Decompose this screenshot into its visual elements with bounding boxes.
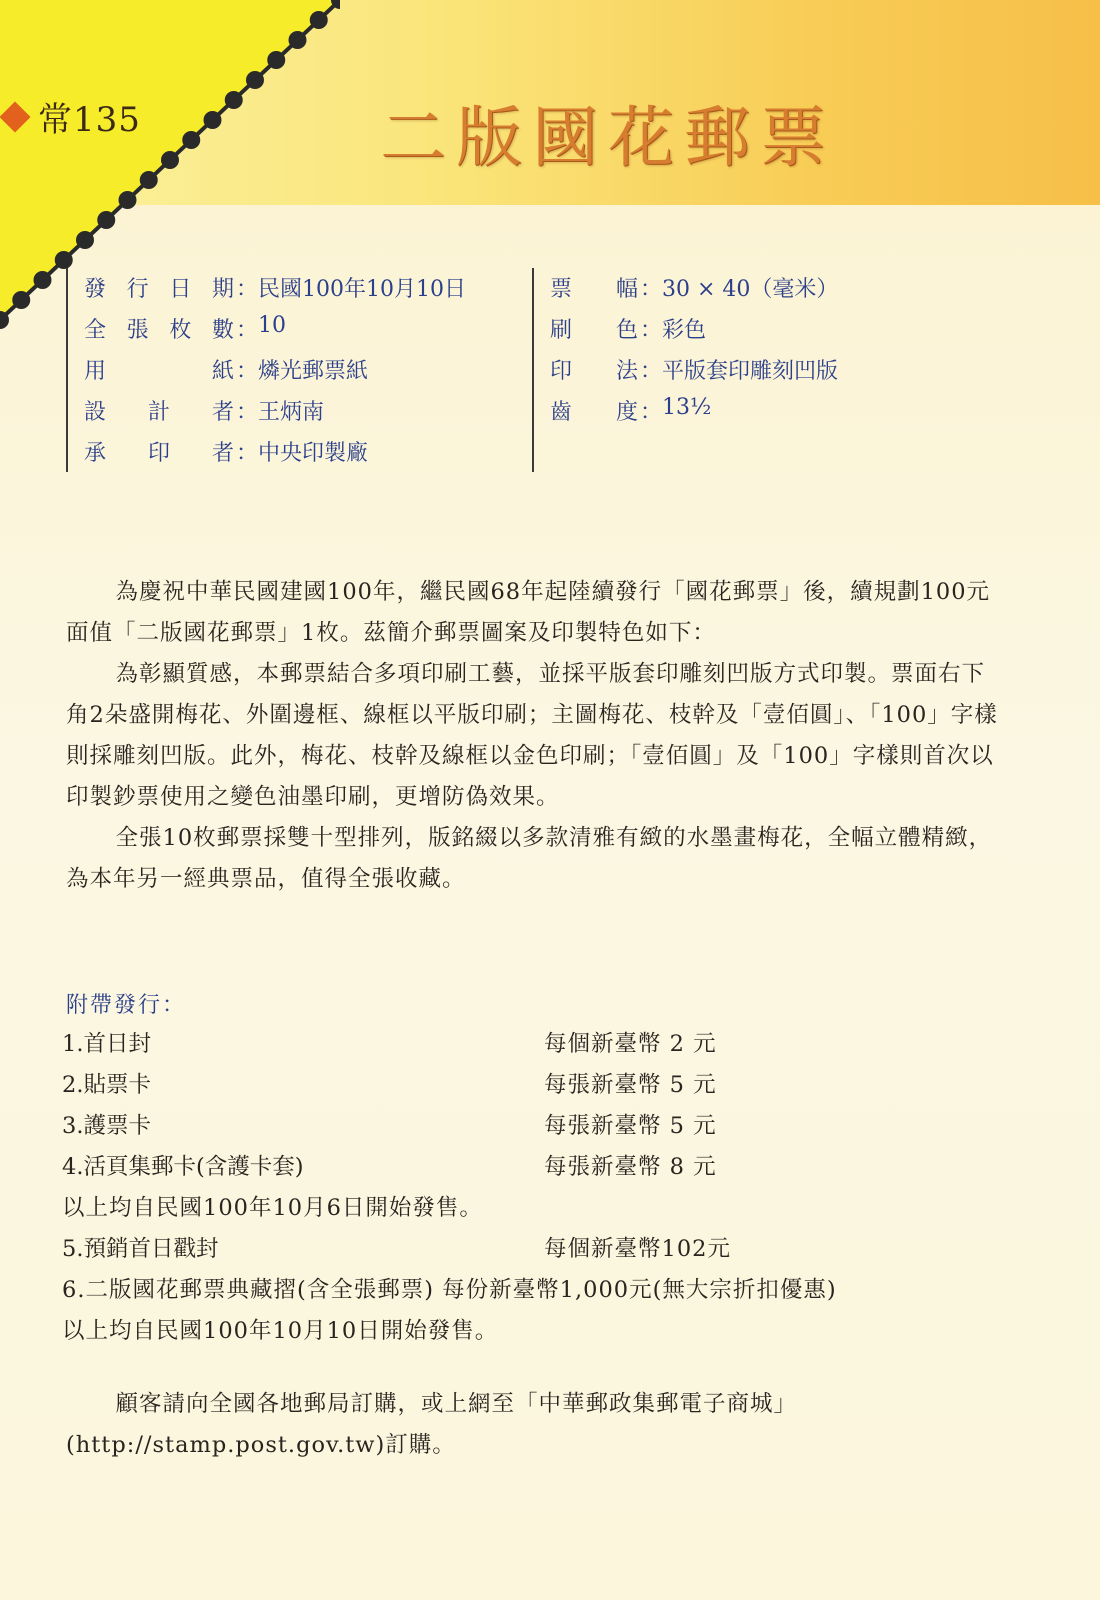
spec-label: 刷 色 bbox=[550, 318, 638, 343]
spec-label: 印 法 bbox=[550, 359, 638, 384]
introduction-text bbox=[66, 572, 1001, 900]
list-item bbox=[62, 1231, 1022, 1272]
sale-date-note bbox=[62, 1190, 1022, 1231]
spec-colon: ： bbox=[640, 359, 663, 384]
spec-value: 13½ bbox=[662, 395, 712, 420]
spec-colon: ： bbox=[236, 277, 259, 302]
item-name: 1.首日封 bbox=[62, 1031, 151, 1057]
spec-label: 設 計 者 bbox=[84, 400, 234, 425]
item-price: 每張新臺幣 5 元 bbox=[544, 1113, 717, 1139]
note-text: 以上均自民國100年10月10日開始發售。 bbox=[62, 1318, 499, 1344]
item-price: 每個新臺幣102元 bbox=[544, 1236, 731, 1262]
spec-value: 30 × 40（毫米） bbox=[662, 277, 839, 302]
spec-value: 王炳南 bbox=[258, 400, 325, 425]
spec-label: 承 印 者 bbox=[84, 441, 234, 466]
diamond-bullet-icon bbox=[0, 101, 31, 132]
list-item bbox=[62, 1272, 1022, 1313]
list-item bbox=[62, 1149, 1022, 1190]
extras-heading: 附帶發行： bbox=[66, 993, 187, 1018]
spec-column-left bbox=[66, 268, 538, 472]
spec-colon: ： bbox=[236, 359, 259, 384]
catalog-code: 常135 bbox=[38, 100, 141, 140]
extras-list bbox=[62, 1026, 1022, 1354]
spec-value: 民國100年10月10日 bbox=[258, 277, 466, 302]
spec-row-method bbox=[534, 350, 1004, 391]
spec-label: 全 張 枚 數 bbox=[84, 318, 234, 343]
spec-value: 彩色 bbox=[662, 318, 707, 343]
item-name: 5.預銷首日戳封 bbox=[62, 1236, 219, 1262]
page-title: 二版國花郵票 bbox=[380, 99, 836, 176]
ordering-info bbox=[66, 1384, 1001, 1466]
list-item bbox=[62, 1067, 1022, 1108]
list-item bbox=[62, 1026, 1022, 1067]
intro-paragraph: 為彰顯質感，本郵票結合多項印刷工藝，並採平版套印雕刻凹版方式印製。票面右下角2朵盛開梅花、外圍邊框、線框以平版印刷；主圖梅花、枝幹及「壹佰圓」、「100」字樣則採雕刻凹版。此外，梅花、枝幹及線框以金色印刷；「壹佰圓」及「100」字樣則首次以印製鈔票使用之變色油墨印刷，更增防偽效果。 bbox=[66, 661, 998, 810]
spec-value: 中央印製廠 bbox=[258, 441, 369, 466]
spec-value: 平版套印雕刻凹版 bbox=[662, 359, 839, 384]
spec-colon: ： bbox=[236, 441, 259, 466]
spec-value: 燐光郵票紙 bbox=[258, 359, 369, 384]
spec-row-paper bbox=[68, 350, 538, 391]
item-price: 每張新臺幣 5 元 bbox=[544, 1072, 717, 1098]
note-text: 以上均自民國100年10月6日開始發售。 bbox=[62, 1195, 483, 1221]
spec-label: 齒 度 bbox=[550, 400, 638, 425]
spec-row-printer bbox=[68, 432, 538, 473]
item-name: 3.護票卡 bbox=[62, 1113, 151, 1139]
spec-label: 用 紙 bbox=[84, 359, 234, 384]
spec-row-size bbox=[534, 268, 1004, 309]
intro-paragraph: 為慶祝中華民國建國100年，繼民國68年起陸續發行「國花郵票」後，續規劃100元面值「二版國花郵票」1枚。茲簡介郵票圖案及印製特色如下： bbox=[66, 579, 991, 646]
spec-row-sheet-count bbox=[68, 309, 538, 350]
spec-row-color bbox=[534, 309, 1004, 350]
spec-colon: ： bbox=[640, 400, 663, 425]
spec-label: 票 幅 bbox=[550, 277, 638, 302]
spec-colon: ： bbox=[640, 277, 663, 302]
stamp-specifications bbox=[66, 268, 1006, 472]
catalog-code-badge bbox=[4, 92, 141, 141]
item-name: 4.活頁集郵卡(含護卡套) bbox=[62, 1154, 304, 1180]
item-price: 每張新臺幣 8 元 bbox=[544, 1154, 717, 1180]
sale-date-note bbox=[62, 1313, 1022, 1354]
intro-paragraph: 全張10枚郵票採雙十型排列，版銘綴以多款清雅有緻的水墨畫梅花，全幅立體精緻，為本年另一經典票品，值得全張收藏。 bbox=[66, 825, 993, 892]
closing-paragraph: 顧客請向全國各地郵局訂購，或上網至「中華郵政集郵電子商城」(http://stamp.post.gov.tw)訂購。 bbox=[66, 1391, 798, 1458]
item-name: 2.貼票卡 bbox=[62, 1072, 151, 1098]
list-item bbox=[62, 1108, 1022, 1149]
spec-column-right bbox=[532, 268, 1004, 472]
spec-value: 10 bbox=[258, 313, 286, 338]
spec-row-designer bbox=[68, 391, 538, 432]
item-price: 每個新臺幣 2 元 bbox=[544, 1031, 717, 1057]
spec-colon: ： bbox=[236, 400, 259, 425]
spec-row-issue-date bbox=[68, 268, 538, 309]
spec-colon: ： bbox=[236, 318, 259, 343]
item-line: 6.二版國花郵票典藏摺(含全張郵票) 每份新臺幣1,000元(無大宗折扣優惠) bbox=[62, 1277, 837, 1303]
spec-colon: ： bbox=[640, 318, 663, 343]
spec-row-perforation bbox=[534, 391, 1004, 432]
spec-label: 發 行 日 期 bbox=[84, 277, 234, 302]
